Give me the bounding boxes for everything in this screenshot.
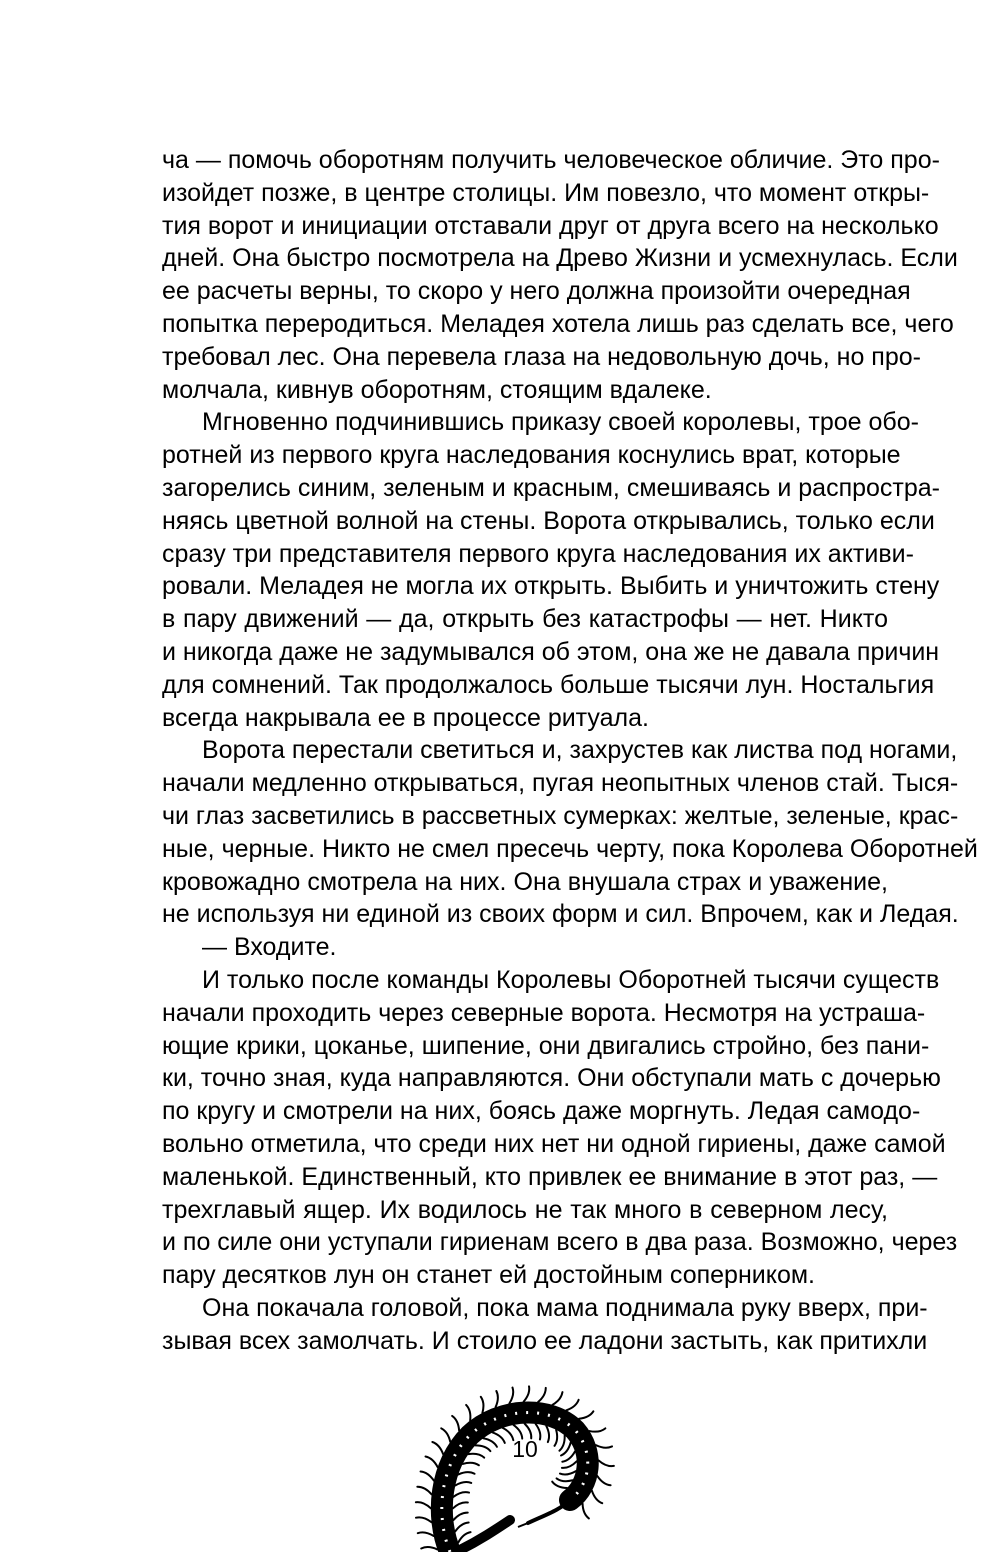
text-line: начали медленно открываться, пугая неопытных членов стай. Тыся- [162, 769, 959, 798]
text-line: пару десятков лун он станет ей достойным соперником. [162, 1261, 815, 1290]
text-line: сразу три представителя первого круга наследования их активи- [162, 539, 914, 568]
centipede-leg [468, 1454, 484, 1458]
text-line: И только после команды Королевы Оборотней тысячи существ [202, 965, 940, 994]
centipede-leg [455, 1482, 471, 1485]
centipede-leg [583, 1504, 589, 1519]
centipede-leg [455, 1523, 468, 1532]
centipede-leg [596, 1445, 612, 1448]
text-line: дней. Она быстро посмотрела на Древо Жизни и усмехнулась. Если [162, 244, 958, 273]
centipede-leg [560, 1471, 576, 1474]
centipede-leg [538, 1388, 546, 1402]
centipede-leg [416, 1502, 431, 1508]
text-line: начали проходить через северные ворота. Несмотря на устраша- [162, 998, 926, 1027]
text-line: требовал лес. Она перевела глаза на недовольную дочь, но про- [162, 342, 921, 371]
text-line: Мгновенно подчинившись приказу своей королевы, трое обо- [202, 408, 919, 437]
centipede-leg [496, 1391, 498, 1407]
text-line: ные, черные. Никто не смел пресечь черту, пока Королева Оборотней [162, 834, 978, 863]
text-line: вольно отметила, что среди них нет ни одной гириены, даже самой [162, 1129, 946, 1158]
centipede-leg [453, 1492, 469, 1497]
centipede-leg [592, 1491, 602, 1503]
centipede-leg [475, 1445, 490, 1451]
centipede-leg [559, 1435, 564, 1450]
text-line: по кругу и смотрели на них, боясь даже моргнуть. Ледая самодо- [162, 1097, 921, 1126]
centipede-leg [432, 1442, 443, 1454]
centipede-leg [483, 1438, 497, 1447]
centipede-leg [453, 1502, 468, 1508]
text-line: не используя ни единой из своих форм и сил. Впрочем, как и Ледая. [162, 900, 959, 929]
centipede-leg [417, 1487, 431, 1495]
text-line: ровали. Меладея не могла их открыть. Выбить и уничтожить стену [162, 572, 940, 601]
text-line: ча — помочь оборотням получить человеческое обличие. Это про- [162, 146, 940, 174]
text-line: Она покачала головой, пока мама поднимала руку вверх, при- [202, 1293, 928, 1322]
centipede-leg [452, 1416, 459, 1431]
text-line: зывая всех замолчать. И стоило ее ладони застыть, как притихли [162, 1326, 928, 1355]
book-text [162, 144, 978, 1357]
centipede-leg [552, 1482, 567, 1488]
centipede-leg [524, 1386, 530, 1401]
text-line: молчала, кивнув оборотням, стоящим вдалеке. [162, 375, 712, 404]
text-line: — Входите. [202, 933, 337, 962]
page-number: 10 [512, 1436, 538, 1462]
text-line: в пару движений — да, открыть без катастрофы — нет. Никто [162, 605, 888, 634]
text-line: няясь цветной волной на стены. Ворота открывались, только если [162, 506, 935, 535]
text-line: чи глаз засветились в рассветных сумерках: желтые, зеленые, крас- [162, 801, 959, 830]
text-line: ющие крики, цоканье, шипение, они двигались стройно, без пани- [162, 1031, 930, 1060]
centipede-leg [481, 1397, 484, 1413]
text-line: и никогда даже не задумывался об этом, она же не давала причин [162, 637, 940, 666]
centipede-leg [441, 1428, 450, 1441]
centipede-leg [599, 1460, 614, 1466]
centipede-leg [421, 1547, 437, 1549]
text-line: кровожадно смотрела на них. Она внушала страх и уважение, [162, 867, 888, 896]
centipede-leg [463, 1463, 479, 1466]
text-line: и по силе они уступали гириенам всего в два раза. Возможно, через [162, 1228, 958, 1257]
text-line: попытка переродиться. Меладея хотела лишь раз сделать все, чего [162, 309, 954, 338]
centipede-leg [421, 1471, 434, 1480]
text-line: ки, точно зная, куда направляются. Они обступали мать с дочерью [162, 1064, 941, 1093]
text-line: загорелись синим, зеленым и красным, смешиваясь и распростра- [162, 473, 940, 502]
centipede-leg [579, 1411, 593, 1418]
text-line: ее расчеты верны, то скоро у него должна произойти очередная [162, 277, 911, 306]
centipede-leg [425, 1456, 437, 1467]
centipede-leg [554, 1430, 557, 1446]
centipede-leg [597, 1476, 610, 1485]
text-line: всегда накрывала ее в процессе ритуала. [162, 703, 649, 732]
centipede-leg [557, 1478, 573, 1481]
text-line: для сомнений. Так продолжалось больше тысячи лун. Ностальгия [162, 670, 935, 699]
text-line: тия ворот и инициации отставали друг от друга всего на несколько [162, 211, 939, 240]
text-line: изойдет позже, в центре столицы. Им повезло, что момент откры- [162, 178, 930, 207]
text-line: Ворота перестали светиться и, захрустев как листва под ногами, [202, 736, 958, 765]
centipede-leg [416, 1517, 432, 1522]
centipede-leg [418, 1532, 434, 1536]
text-line: ротней из первого круга наследования коснулись врат, которые [162, 441, 901, 470]
centipede-leg [509, 1388, 513, 1404]
centipede-leg [589, 1428, 605, 1431]
centipede-leg [466, 1405, 470, 1421]
text-line: маленькой. Единственный, кто привлек ее внимание в этот раз, — [162, 1162, 938, 1191]
centipede-leg [566, 1400, 578, 1410]
centipede-leg [552, 1392, 562, 1405]
text-line: трехглавый ящер. Их водилось не так много в северном лесу, [162, 1195, 888, 1224]
centipede-leg [458, 1472, 474, 1474]
centipede-leg [453, 1513, 467, 1520]
